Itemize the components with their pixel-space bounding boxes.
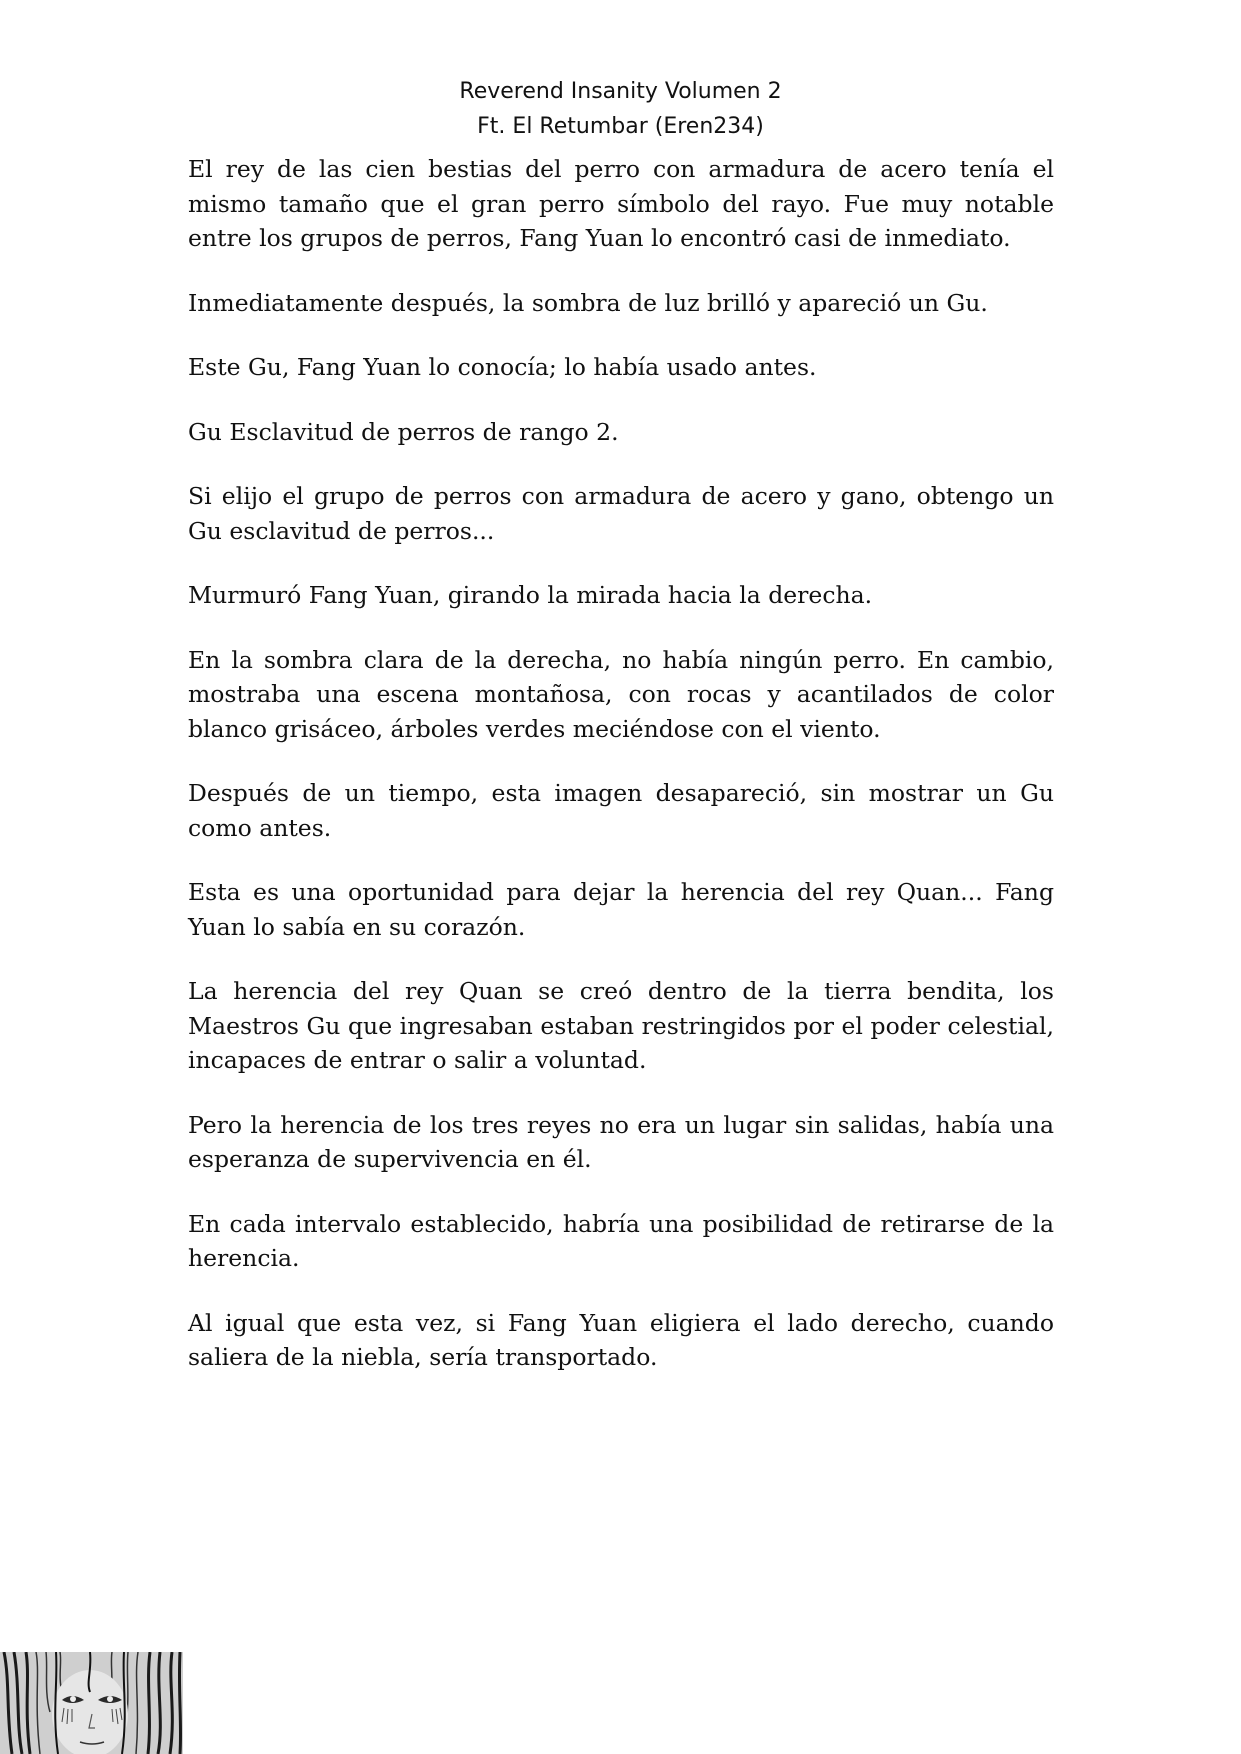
body-text <box>188 152 1054 1405</box>
paragraph: En cada intervalo establecido, habría una posibilidad de retirarse de la herencia. <box>188 1209 1054 1272</box>
paragraph: Si elijo el grupo de perros con armadura de acero y gano, obtengo un Gu esclavitud de perros... <box>188 482 1054 545</box>
page-header <box>0 74 1241 144</box>
paragraph: El rey de las cien bestias del perro con armadura de acero tenía el mismo tamaño que el gran perro símbolo del rayo. Fue muy notable entre los grupos de perros, Fang Yuan lo encontró casi de inmediato. <box>188 155 1054 252</box>
paragraph: Gu Esclavitud de perros de rango 2. <box>188 417 619 446</box>
paragraph: Después de un tiempo, esta imagen desapareció, sin mostrar un Gu como antes. <box>188 779 1054 842</box>
paragraph: Inmediatamente después, la sombra de luz brilló y apareció un Gu. <box>188 288 988 317</box>
paragraph: La herencia del rey Quan se creó dentro de la tierra bendita, los Maestros Gu que ingresaban estaban restringidos por el poder celestial, incapaces de entrar o salir a voluntad. <box>188 977 1054 1074</box>
paragraph: Este Gu, Fang Yuan lo conocía; lo había usado antes. <box>188 353 817 381</box>
paragraph: Esta es una oportunidad para dejar la herencia del rey Quan... Fang Yuan lo sabía en su corazón. <box>188 878 1054 941</box>
manga-portrait-illustration-icon <box>0 1652 183 1754</box>
header-title: Reverend Insanity Volumen 2 <box>459 79 782 104</box>
paragraph: Murmuró Fang Yuan, girando la mirada hacia la derecha. <box>188 581 873 609</box>
paragraph: Pero la herencia de los tres reyes no era un lugar sin salidas, había una esperanza de supervivencia en él. <box>188 1110 1054 1173</box>
paragraph: En la sombra clara de la derecha, no había ningún perro. En cambio, mostraba una escena montañosa, con rocas y acantilados de color blanco grisáceo, árboles verdes meciéndose con el viento. <box>188 645 1054 743</box>
header-credit: Ft. El Retumbar (Eren234) <box>477 114 764 139</box>
paragraph: Al igual que esta vez, si Fang Yuan eligiera el lado derecho, cuando saliera de la niebla, sería transportado. <box>188 1308 1054 1371</box>
